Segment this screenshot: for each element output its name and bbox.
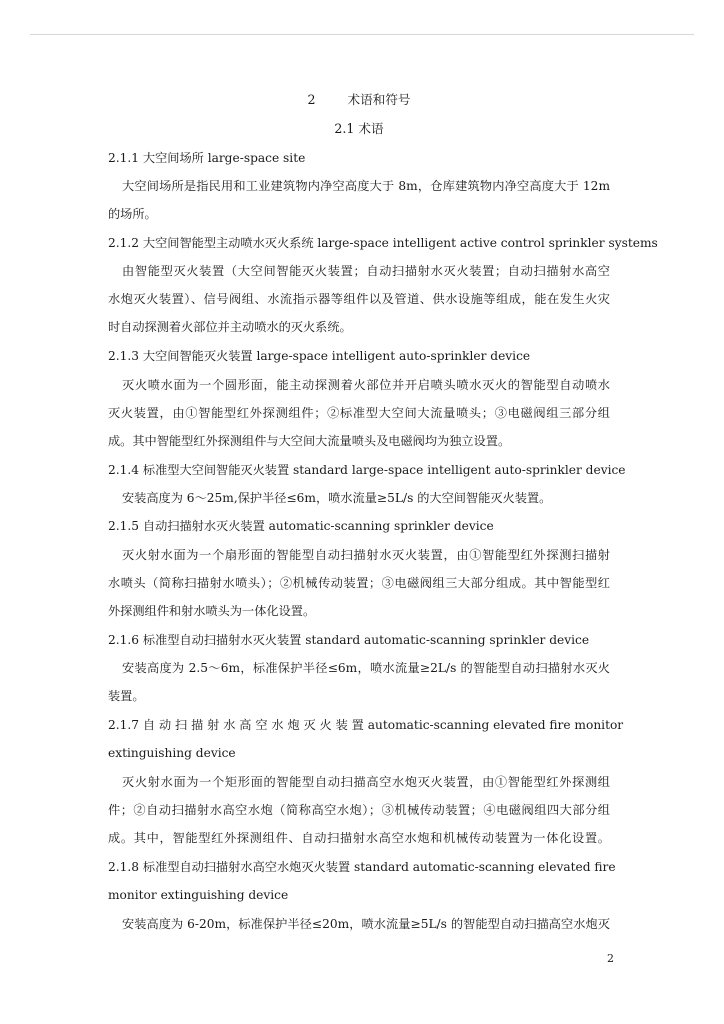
term-heading-2-1-8: 2.1.8 标准型自动扫描射水高空水炮灭火装置 standard automatic-scanning elevated fire [108,860,616,874]
body-line: 时自动探测着火部位并主动喷水的灭火系统。 [108,320,352,334]
body-line: extinguishing device [108,746,236,760]
body-line: 成。其中，智能型红外探测组件、自动扫描射水高空水炮和机械传动装置为一体化设置。 [108,831,610,845]
body-line: 安装高度为 2.5～6m，标准保护半径≤6m，喷水流量≥2L/s 的智能型自动扫描射水灭火 [122,661,610,675]
body-line: 灭火装置，由①智能型红外探测组件；②标准型大空间大流量喷头；③电磁阀组三部分组 [108,406,610,420]
body-line: 成。其中智能型红外探测组件与大空间大流量喷头及电磁阀均为独立设置。 [108,434,511,448]
body-line: monitor extinguishing device [108,888,289,902]
chapter-title: 术语和符号 [347,92,411,107]
body-line: 水喷头（简称扫描射水喷头）；②机械传动装置；③电磁阀组三大部分组成。其中智能型红 [108,576,610,590]
term-heading-2-1-2: 2.1.2 大空间智能型主动喷水灭火系统 large-space intelligent active control sprinkler systems [108,236,658,250]
body-line: 灭火射水面为一个矩形面的智能型自动扫描高空水炮灭火装置，由①智能型红外探测组 [122,775,610,789]
body-line: 由智能型灭火装置（大空间智能灭火装置；自动扫描射水灭火装置；自动扫描射水高空 [122,264,610,278]
term-heading-2-1-1: 2.1.1 大空间场所 large-space site [108,151,306,165]
body-line: 安装高度为 6-20m，标准保护半径≤20m，喷水流量≥5L/s 的智能型自动扫描高空水炮灭 [122,917,610,931]
body-line: 灭火射水面为一个扇形面的智能型自动扫描射水灭火装置，由①智能型红外探测扫描射 [122,548,610,562]
term-heading-2-1-7: 2.1.7 自 动 扫 描 射 水 高 空 水 炮 灭 火 装 置 automatic-scanning elevated fire monitor [108,718,624,732]
chapter-number: 2 [307,92,316,107]
section-heading: 2.1 术语 [334,121,384,136]
body-line: 安装高度为 6～25m,保护半径≤6m，喷水流量≥5L/s 的大空间智能灭火装置。 [122,491,552,505]
term-heading-2-1-5: 2.1.5 自动扫描射水灭火装置 automatic-scanning sprinkler device [108,519,494,533]
header-rule [30,34,694,35]
body-line: 大空间场所是指民用和工业建筑物内净空高度大于 8m，仓库建筑物内净空高度大于 12m [122,179,610,193]
body-line: 水炮灭火装置）、信号阀组、水流指示器等组件以及管道、供水设施等组成，能在发生火灾 [108,292,610,306]
body-line: 灭火喷水面为一个圆形面，能主动探测着火部位并开启喷头喷水灭火的智能型自动喷水 [122,378,610,392]
body-line: 的场所。 [108,207,157,221]
body-line: 外探测组件和射水喷头为一体化设置。 [108,604,316,618]
term-heading-2-1-6: 2.1.6 标准型自动扫描射水灭火装置 standard automatic-scanning sprinkler device [108,633,590,647]
term-heading-2-1-4: 2.1.4 标准型大空间智能灭火装置 standard large-space intelligent auto-sprinkler device [108,463,626,477]
chapter-heading [108,92,610,108]
body-line: 件；②自动扫描射水高空水炮（简称高空水炮）；③机械传动装置；④电磁阀组四大部分组 [108,803,610,817]
term-heading-2-1-3: 2.1.3 大空间智能灭火装置 large-space intelligent auto-sprinkler device [108,349,531,363]
page-number: 2 [607,952,614,965]
body-line: 装置。 [108,689,145,703]
